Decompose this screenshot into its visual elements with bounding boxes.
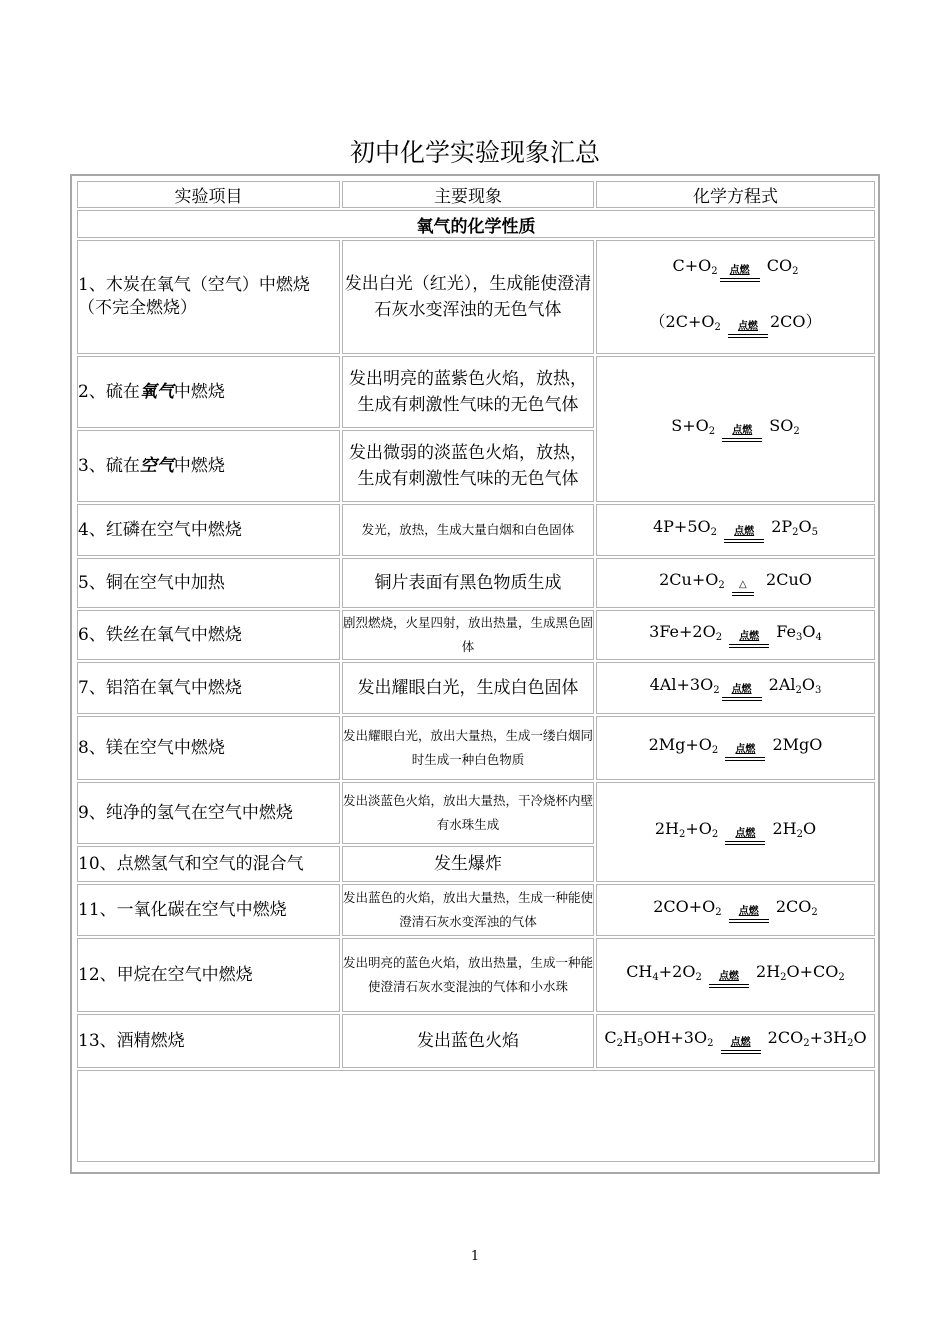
observation-cell: 发出蓝色火焰 [342,1014,594,1068]
ignite-condition: 点燃 [725,745,765,761]
observation-cell: 发出微弱的淡蓝色火焰，放热，生成有刺激性气味的无色气体 [342,430,594,502]
table-row [77,662,875,714]
empty-cell [77,1070,875,1162]
equation-cell [596,504,875,556]
observation-cell: 发生爆炸 [342,846,594,882]
equation-fe: $3Fe+2O_2$ 点燃 $Fe_3O_4$ [649,619,822,651]
item-cell: 2、硫在氧气中燃烧 [77,356,340,428]
equation-cell [596,1014,875,1068]
table-row [77,884,875,936]
equation-cell [596,884,875,936]
table-row [77,782,875,844]
equation-p: $4P+5O_2$ 点燃 $2P_2O_5$ [653,514,818,546]
observation-cell: 发出蓝色的火焰，放出大量热，生成一种能使澄清石灰水变浑浊的气体 [342,884,594,936]
equation-cell [596,558,875,608]
observation-cell: 发光，放热，生成大量白烟和白色固体 [342,504,594,556]
equation-cell [596,356,875,502]
equation-cell [596,662,875,714]
header-equation: 化学方程式 [596,181,875,208]
ignite-condition: 点燃 [728,322,768,338]
item-cell: 11、一氧化碳在空气中燃烧 [77,884,340,936]
table-row [77,356,875,428]
observation-cell: 发出耀眼白光，生成白色固体 [342,662,594,714]
equation-cu: $2Cu+O_2$ △ 2CuO [659,567,812,599]
ignite-condition: 点燃 [709,972,749,988]
ignite-condition: 点燃 [729,632,769,648]
ignite-condition: 点燃 [721,1038,761,1054]
item-cell: 3、硫在空气中燃烧 [77,430,340,502]
experiment-table [75,179,877,1164]
equation-h2: $2H_2+O_2$ 点燃 $2H_2O$ [655,816,816,848]
observation-cell: 剧烈燃烧，火星四射，放出热量，生成黑色固体 [342,610,594,660]
equation-s: $S+O_2$ 点燃 $SO_2$ [671,413,800,445]
table-row [77,716,875,780]
item-cell: 9、纯净的氢气在空气中燃烧 [77,782,340,844]
equation-ethanol: $C_2H_5OH+3O_2$ 点燃 $2CO_2+3H_2O$ [604,1025,866,1057]
item-cell: 7、铝箔在氧气中燃烧 [77,662,340,714]
table-row [77,240,875,354]
table-header-row [77,181,875,208]
observation-cell: 铜片表面有黑色物质生成 [342,558,594,608]
table-row [77,610,875,660]
ignite-condition: 点燃 [722,426,762,442]
item-cell: 4、红磷在空气中燃烧 [77,504,340,556]
item-cell: 6、铁丝在氧气中燃烧 [77,610,340,660]
equation-cell [596,716,875,780]
page-number: 1 [470,1249,480,1264]
item-cell: 12、甲烷在空气中燃烧 [77,938,340,1012]
equation-cell [596,938,875,1012]
observation-cell: 发出耀眼白光，放出大量热，生成一缕白烟同时生成一种白色物质 [342,716,594,780]
equation-ch4: $CH_4+2O_2$ 点燃 $2H_2O+CO_2$ [626,959,845,991]
section-row [77,210,875,238]
ignite-condition: 点燃 [720,266,760,282]
item-cell: 10、点燃氢气和空气的混合气 [77,846,340,882]
empty-row [77,1070,875,1162]
experiment-table-frame [70,174,880,1174]
table-row [77,504,875,556]
ignite-condition: 点燃 [729,907,769,923]
header-observation: 主要现象 [342,181,594,208]
page-title: 初中化学实验现象汇总 [349,138,600,167]
item-cell: 5、铜在空气中加热 [77,558,340,608]
item-cell: 13、酒精燃烧 [77,1014,340,1068]
item-cell: 8、镁在空气中燃烧 [77,716,340,780]
equation-c-complete: $C+O_2$ 点燃 $CO_2$ [597,241,874,297]
equation-co: $2CO+O_2$ 点燃 $2CO_2$ [653,894,818,926]
observation-cell: 发出淡蓝色火焰，放出大量热，干冷烧杯内壁有水珠生成 [342,782,594,844]
observation-cell: 发出白光（红光），生成能使澄清石灰水变浑浊的无色气体 [342,240,594,354]
equation-cell [596,240,875,354]
table-row [77,1014,875,1068]
ignite-condition: 点燃 [722,685,762,701]
header-item: 实验项目 [77,181,340,208]
equation-cell [596,782,875,882]
ignite-condition: 点燃 [725,829,765,845]
equation-al: $4Al+3O_2$ 点燃 $2Al_2O_3$ [650,672,822,704]
equation-c-incomplete: （$2C+O_2$ 点燃 2CO） [597,297,874,353]
equation-mg: $2Mg+O_2$ 点燃 2MgO [649,732,823,764]
equation-cell [596,610,875,660]
heat-condition: △ [732,580,754,596]
observation-cell: 发出明亮的蓝色火焰，放出热量，生成一种能使澄清石灰水变混浊的气体和小水珠 [342,938,594,1012]
observation-cell: 发出明亮的蓝紫色火焰，放热，生成有刺激性气味的无色气体 [342,356,594,428]
table-row [77,938,875,1012]
section-title: 氧气的化学性质 [77,210,875,238]
item-cell: 1、木炭在氧气（空气）中燃烧（不完全燃烧） [77,240,340,354]
table-row [77,558,875,608]
ignite-condition: 点燃 [724,527,764,543]
